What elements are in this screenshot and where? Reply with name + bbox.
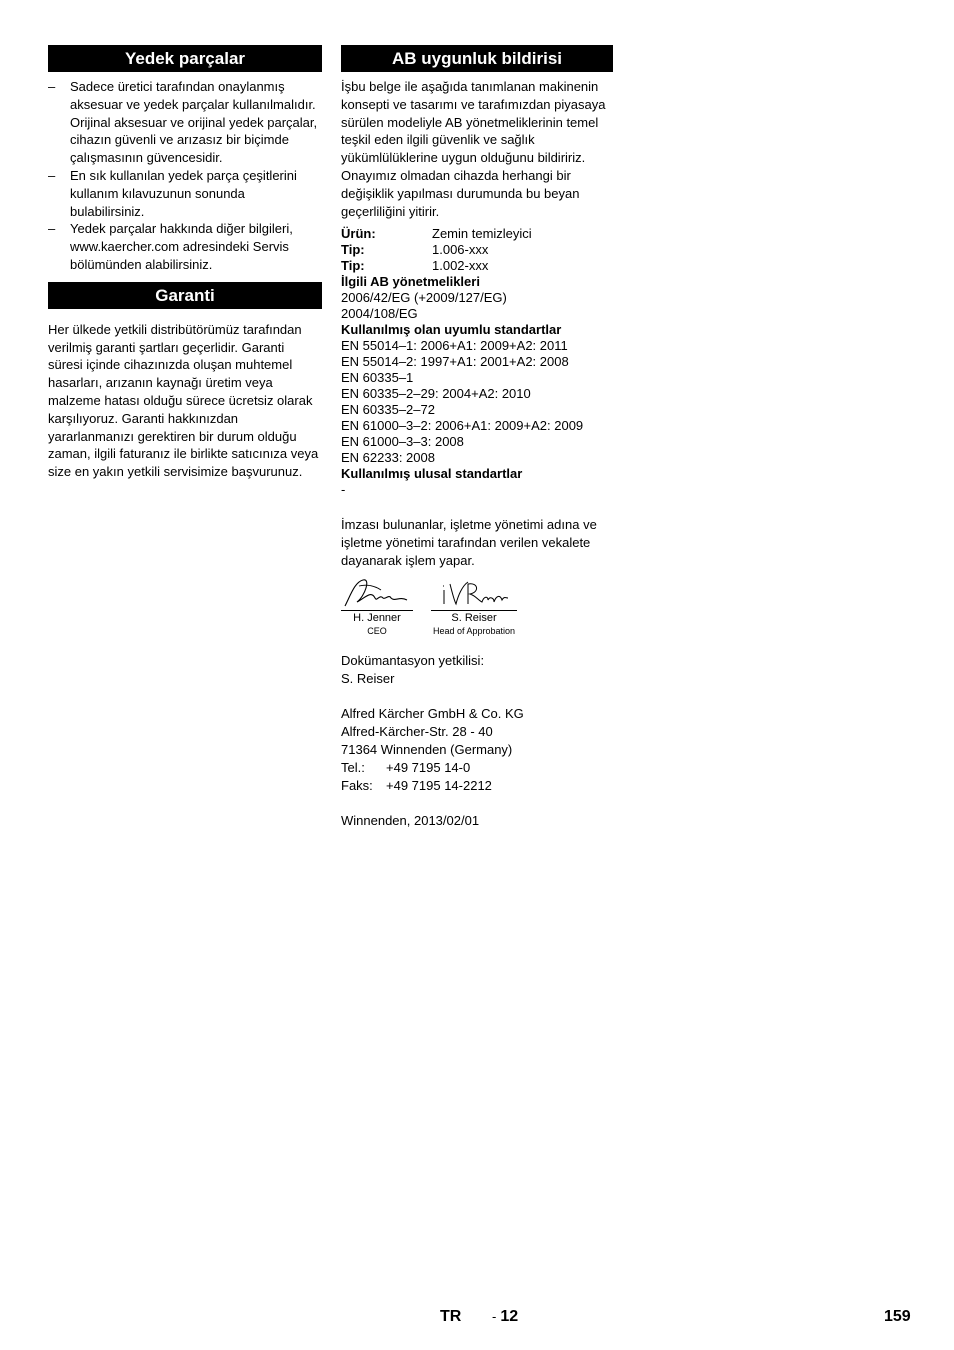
spacer xyxy=(341,794,613,812)
standard-item: EN 60335–2–72 xyxy=(341,402,435,418)
declaration-intro: İşbu belge ile aşağıda tanımlanan makinenin konsepti ve tasarımı ve tarafımızdan piyasaya sürülen modeliyle AB yönetmeliklerinin temel teşkil eden ilgili güvenlik ve sağlık yükümlülüklerine uygun olduğunu bildiririz. Onayımız olmadan cihazda herhangi bir değişiklik yapılması durumunda bu beyan geçerliliğini yitirir. xyxy=(341,79,606,219)
fax-value: +49 7195 14-2212 xyxy=(386,777,492,793)
tel-value: +49 7195 14-0 xyxy=(386,759,471,775)
product-label: Ürün: xyxy=(341,226,376,242)
footer-local-page-number: 12 xyxy=(500,1308,519,1325)
list-item-text: Yedek parçalar hakkında diğer bilgileri, www.kaercher.com adresindeki Servis bölümünden alabilirsiniz. xyxy=(70,221,293,272)
company-name: Alfred Kärcher GmbH & Co. KG xyxy=(341,706,524,722)
standard-item: EN 61000–3–3: 2008 xyxy=(341,434,464,450)
spare-parts-list xyxy=(48,78,322,274)
directive-item: 2006/42/EG (+2009/127/EG) xyxy=(341,290,507,306)
spec-row-type2 xyxy=(341,258,613,274)
type2-value: 1.002-xxx xyxy=(432,258,489,274)
tel-label: Tel.: xyxy=(341,759,365,775)
declaration-heading: AB uygunluk bildirisi xyxy=(341,45,613,72)
fax-label: Faks: xyxy=(341,777,373,793)
signatory-name: H. Jenner xyxy=(353,611,401,624)
standard-item: EN 60335–1 xyxy=(341,370,414,386)
spare-parts-heading: Yedek parçalar xyxy=(48,45,322,72)
spacer xyxy=(341,498,613,516)
dash-bullet: – xyxy=(48,167,56,183)
type2-label: Tip: xyxy=(341,258,365,274)
footer-local-page xyxy=(492,1308,518,1326)
left-column xyxy=(48,45,322,481)
dash-bullet: – xyxy=(48,79,56,94)
handwritten-signature-icon xyxy=(341,576,413,610)
list-item-text: Sadece üretici tarafından onaylanmış aksesuar ve yedek parçalar kullanılmalıdır. Orijinal aksesuar ve orijinal yedek parçalar, cihazın güvenli ve arızasız bir biçimde çalışmasının güvencesidir. xyxy=(70,79,318,166)
standard-item: EN 55014–1: 2006+A1: 2009+A2: 2011 xyxy=(341,338,568,354)
type1-value: 1.006-xxx xyxy=(432,242,489,258)
list-item xyxy=(48,78,322,167)
footer-language: TR xyxy=(440,1308,462,1325)
dash-bullet: – xyxy=(48,221,56,237)
product-value: Zemin temizleyici xyxy=(432,226,532,242)
national-standards-value: - xyxy=(341,482,346,498)
date-place: Winnenden, 2013/02/01 xyxy=(341,813,480,829)
list-item xyxy=(48,167,322,220)
standard-item: EN 62233: 2008 xyxy=(341,450,435,466)
directives-label: İlgili AB yönetmelikleri xyxy=(341,274,480,290)
footer-separator: - xyxy=(492,1309,497,1324)
signatory-name: S. Reiser xyxy=(451,611,497,624)
footer-page-number: 159 xyxy=(884,1308,911,1325)
spacer xyxy=(341,687,613,705)
standard-item: EN 55014–2: 1997+A1: 2001+A2: 2008 xyxy=(341,354,569,370)
spec-row-product xyxy=(341,226,613,242)
signatory-title: Head of Approbation xyxy=(432,625,516,636)
warranty-heading: Garanti xyxy=(48,282,322,309)
company-street: Alfred-Kärcher-Str. 28 - 40 xyxy=(341,724,493,740)
warranty-text: Her ülkede yetkili distribütörümüz tarafından verilmiş garanti şartları geçerlidir. Garanti süresi içinde cihazınızda oluşan muhtemel hasarları, arızanın kaynağı üretim veya malzeme hatası olduğu sürece ücretsiz olarak karşılıyoruz. Garanti hakkınızdan yararlanmanızı gerektiren bir durum olduğu zaman, ilgili faturanız ile birlikte satıcınıza veya size en yakın yetkili servisimize başvurunuz. xyxy=(48,321,319,480)
standard-item: EN 61000–3–2: 2006+A1: 2009+A2: 2009 xyxy=(341,418,584,434)
type1-label: Tip: xyxy=(341,242,365,258)
directive-item: 2004/108/EG xyxy=(341,306,418,322)
list-item xyxy=(48,220,322,273)
handwritten-signature-icon xyxy=(438,576,510,610)
list-item-text: En sık kullanılan yedek parça çeşitlerini kullanım kılavuzunun sonunda bulabilirsiniz. xyxy=(70,167,297,219)
spec-block xyxy=(341,226,613,498)
right-column xyxy=(341,45,613,830)
standards-label: Kullanılmış olan uyumlu standartlar xyxy=(341,322,562,338)
signature-reiser xyxy=(431,576,517,637)
standard-item: EN 60335–2–29: 2004+A2: 2010 xyxy=(341,386,531,402)
national-standards-label: Kullanılmış ulusal standartlar xyxy=(341,466,523,482)
signatories-text: İmzası bulunanlar, işletme yönetimi adına ve işletme yönetimi tarafından verilen vekalete dayanarak işlem yapar. xyxy=(341,517,597,568)
signatory-title: CEO xyxy=(367,625,387,636)
company-fax xyxy=(341,777,613,795)
documentation-name: S. Reiser xyxy=(341,670,395,686)
company-city: 71364 Winnenden (Germany) xyxy=(341,741,513,757)
spec-row-type1 xyxy=(341,242,613,258)
signature-jenner xyxy=(341,576,413,637)
company-tel xyxy=(341,759,613,777)
documentation-label: Dokümantasyon yetkilisi: xyxy=(341,652,485,668)
signature-block xyxy=(341,576,613,646)
